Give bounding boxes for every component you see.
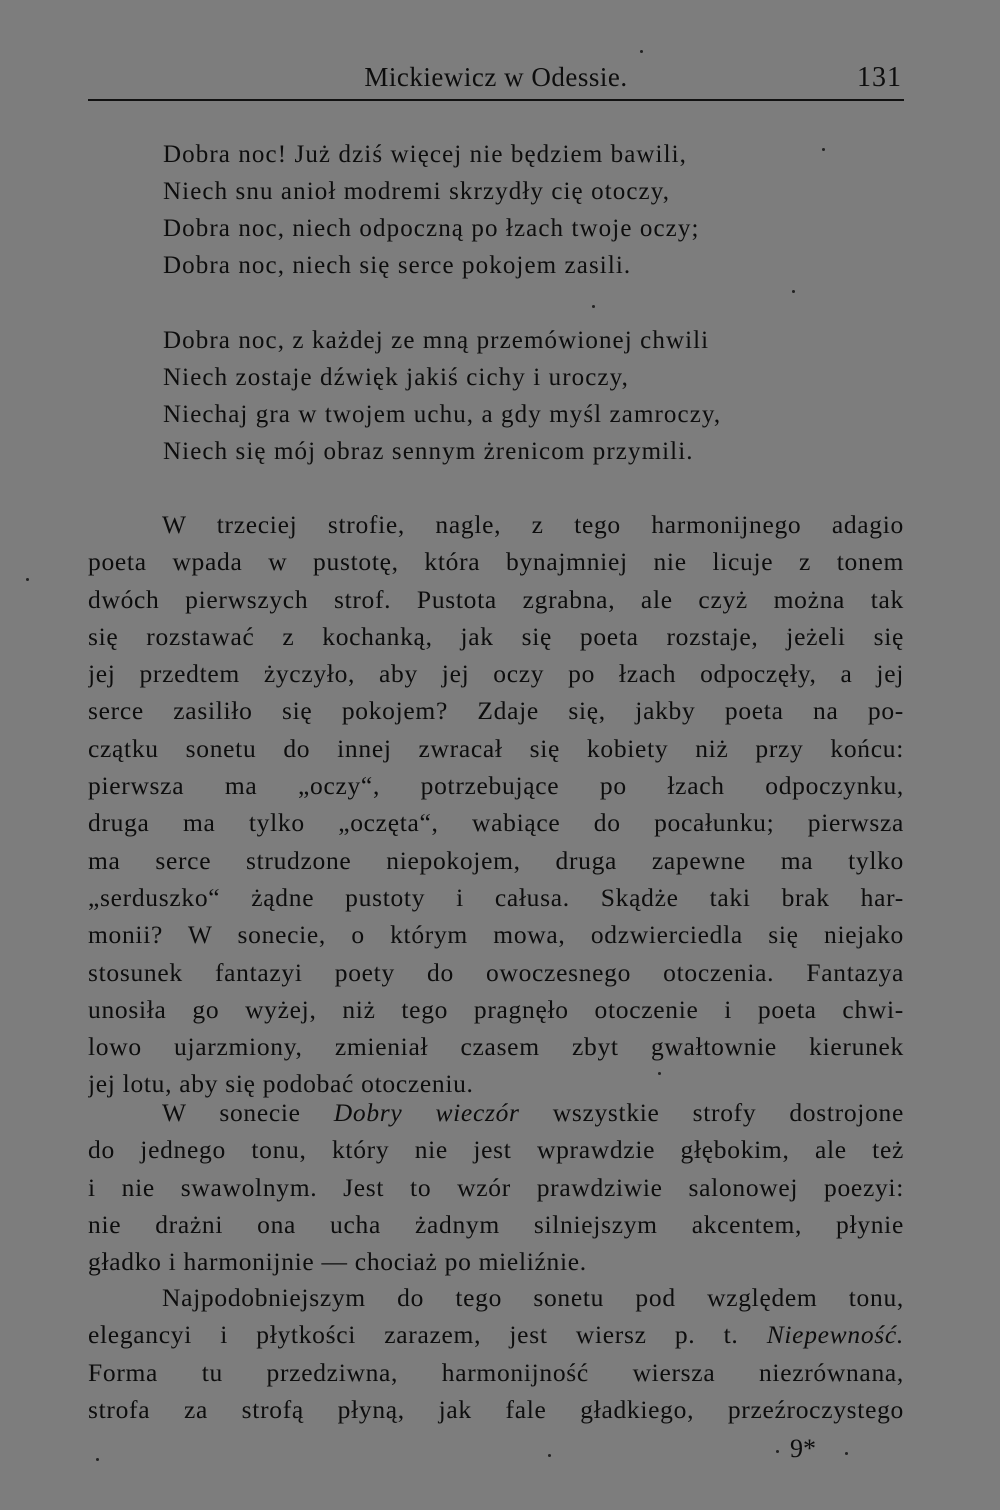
text-line: stosunek fantazyi poety do owoczesnego otoczenia. Fantazya xyxy=(88,957,904,987)
verse-line: Dobra noc, niech się serce pokojem zasili. xyxy=(163,252,632,279)
signature-mark: 9* xyxy=(790,1434,816,1463)
verse-line: Niech snu anioł modremi skrzydły cię otoczy, xyxy=(163,178,671,205)
print-speck xyxy=(776,1450,779,1453)
body-paragraph-2 xyxy=(88,1094,904,1280)
page-header xyxy=(88,58,904,98)
text-span: wszystkie strofy dostrojone xyxy=(519,1098,904,1127)
text-line: „serduszko“ żądne pustoty i całusa. Skądże taki brak har- xyxy=(88,882,904,912)
print-speck xyxy=(96,1458,99,1461)
text-line: jej lotu, aby się podobać otoczeniu. xyxy=(88,1069,474,1099)
poem-stanza-1 xyxy=(163,136,700,284)
text-line: czątku sonetu do innej zwracał się kobiety niż przy końcu: xyxy=(88,733,904,763)
poem-title: Niepewność. xyxy=(766,1320,904,1350)
text-line: gładko i harmonijnie — chociaż po mieliźnie. xyxy=(88,1247,587,1277)
sonnet-title: Dobry wieczór xyxy=(333,1098,520,1127)
text-line: serce zasiliło się pokojem? Zdaje się, jakby poeta na po- xyxy=(88,696,904,726)
text-line: unosiła go wyżej, niż tego pragnęło otoczenie i poeta chwi- xyxy=(88,994,904,1024)
print-speck xyxy=(792,290,795,293)
text-line: poeta wpada w pustotę, która bynajmniej nie licuje z tonem xyxy=(88,547,904,577)
body-paragraph-1 xyxy=(88,506,904,1103)
text-span: elegancyi i płytkości zarazem, jest wiersz p. t. xyxy=(88,1320,767,1350)
text-line: do jednego tonu, który nie jest wprawdzie głębokim, ale też xyxy=(88,1135,904,1165)
text-line: się rozstawać z kochanką, jak się poeta rozstaje, jeżeli się xyxy=(88,621,904,651)
text-line: Najpodobniejszym do tego sonetu pod względem tonu, xyxy=(162,1283,904,1312)
header-rule xyxy=(88,99,904,101)
text-line xyxy=(88,1316,904,1353)
poem-stanza-2 xyxy=(163,322,721,470)
print-speck xyxy=(548,1454,551,1457)
print-speck xyxy=(658,1072,661,1075)
text-line: monii? W sonecie, o którym mowa, odzwierciedla się niejako xyxy=(88,920,904,950)
verse-line: Dobra noc, z każdej ze mną przemówionej chwili xyxy=(163,327,710,354)
text-line: ma serce strudzone niepokojem, druga zapewne ma tylko xyxy=(88,845,904,875)
verse-line: Niech zostaje dźwięk jakiś cichy i uroczy, xyxy=(163,364,629,391)
text-line: nie drażni ona ucha żadnym silniejszym akcentem, płynie xyxy=(88,1209,904,1239)
verse-line: Dobra noc, niech odpoczną po łzach twoje oczy; xyxy=(163,215,700,242)
text-span: W sonecie xyxy=(162,1098,334,1127)
print-speck xyxy=(592,305,595,308)
text-line: dwóch pierwszych strof. Pustota zgrabna, ale czyż można tak xyxy=(88,584,904,614)
verse-line: Niech się mój obraz sennym żrenicom przymili. xyxy=(163,438,694,465)
running-title: Mickiewicz w Odessie. xyxy=(364,62,628,92)
verse-line: Niechaj gra w twojem uchu, a gdy myśl zamroczy, xyxy=(163,401,722,428)
text-line xyxy=(88,1094,904,1131)
verse-line: Dobra noc! Już dziś więcej nie będziem bawili, xyxy=(163,141,688,168)
page-number: 131 xyxy=(857,62,902,93)
text-line: pierwsza ma „oczy“, potrzebujące po łzach odpoczynku, xyxy=(88,771,904,801)
print-speck xyxy=(640,50,643,53)
print-speck xyxy=(845,1452,848,1455)
text-line: jej przedtem życzyło, aby jej oczy po łzach odpoczęły, a jej xyxy=(88,659,904,689)
text-line: Forma tu przedziwna, harmonijność wiersza niezrównana, xyxy=(88,1357,904,1387)
print-speck xyxy=(822,148,825,151)
text-line: i nie swawolnym. Jest to wzór prawdziwie salonowej poezyi: xyxy=(88,1172,904,1202)
body-paragraph-3 xyxy=(88,1279,904,1428)
text-line: druga ma tylko „oczęta“, wabiące do pocałunku; pierwsza xyxy=(88,808,904,838)
text-line: strofa za strofą płyną, jak fale gładkiego, przeźroczystego xyxy=(88,1394,904,1424)
text-line: W trzeciej strofie, nagle, z tego harmonijnego adagio xyxy=(162,510,904,539)
print-speck xyxy=(26,578,29,581)
text-line: lowo ujarzmiony, zmieniał czasem zbyt gwałtownie kierunek xyxy=(88,1032,904,1062)
